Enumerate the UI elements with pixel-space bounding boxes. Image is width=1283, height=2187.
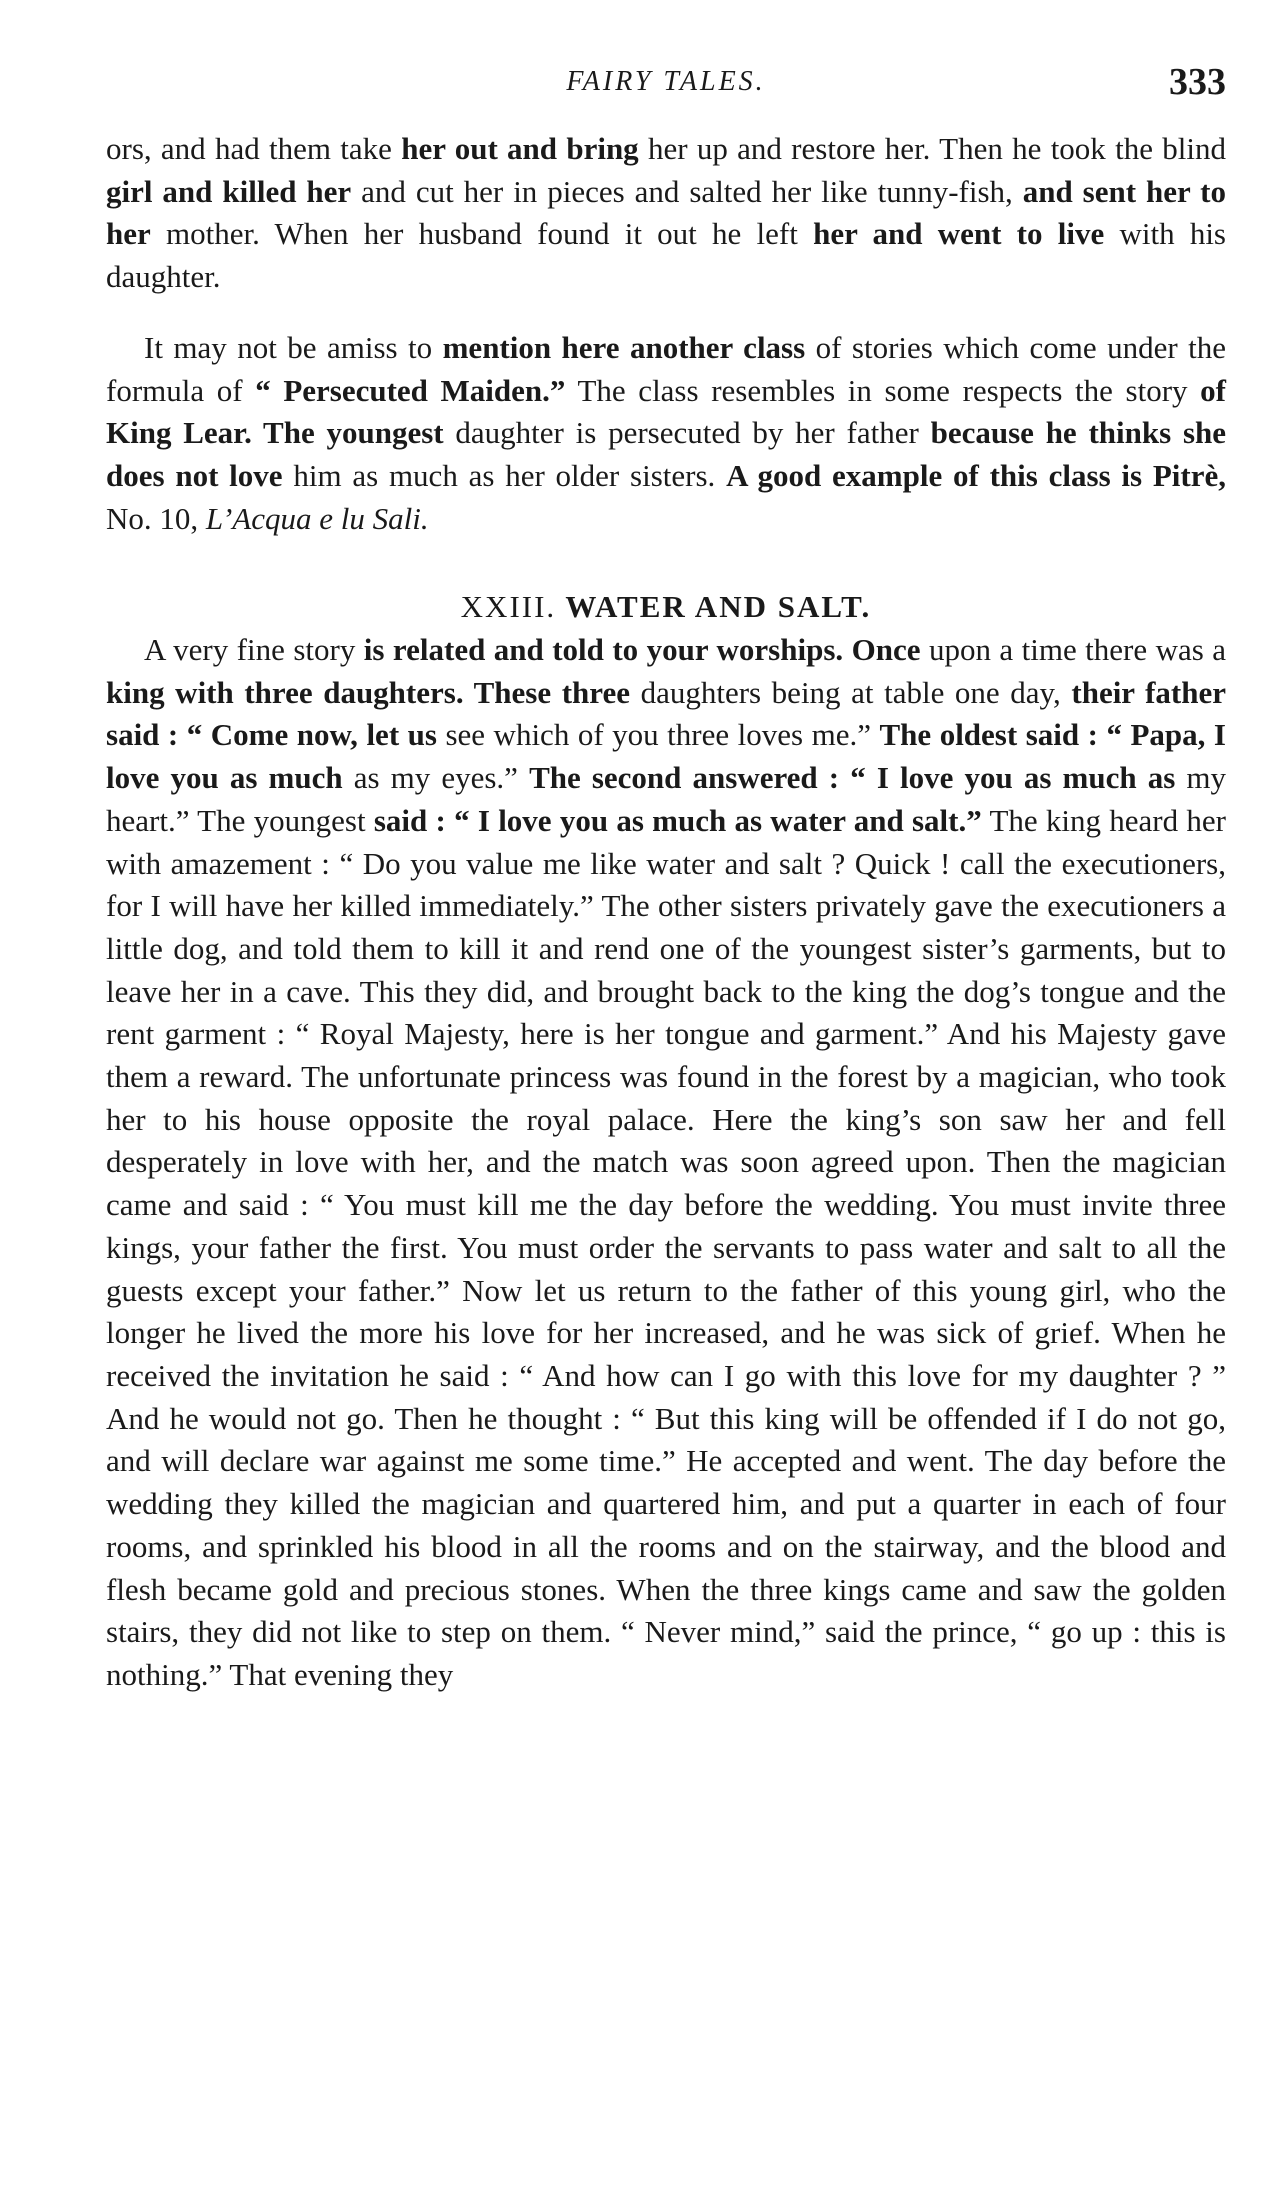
bold-run: because he thinks she does not love — [106, 415, 1227, 493]
text-run: The class resembles in some respects the story — [565, 372, 1201, 408]
text-run: upon a time there was a — [920, 632, 1227, 668]
text-run: my heart.” The youngest — [106, 760, 1226, 838]
page-number: 333 — [1169, 61, 1226, 103]
bold-run: girl and killed her — [106, 173, 352, 209]
bold-run: mention here another class — [442, 329, 806, 365]
text-run: A very fine story — [144, 632, 364, 668]
text-run: The king heard her with amazement : “ Do you value me like water and salt ? Quick ! call the executioners, for I will have her killed immediately.” The other sisters privately gave the executioners a little dog, and told them to kill it and rend one of the youngest sister’s garments, but to leave her in a cave. This they did, and brought back to the king the dog’s tongue and the rent garment : “ Royal Majesty, here is her tongue and garment.” And his Majesty gave them a reward. The unfortunate princess was found in the forest by a magician, who took her to his house opposite the royal palace. Here the king’s son saw her and fell desperately in love with her, and the match was soon agreed upon. Then the magician came and said : “ You must kill me the day before the wedding. You must invite three kings, your father the first. You must order the servants to pass water and salt to all the guests except your father.” Now let us return to the father of this young girl, who the longer he lived the more his love for her increased, and he was sick of grief. When he received the invitation he said : “ And how can I go with this love for my daughter ? ” And he would not go. Then he thought : “ But this king will be offended if I do not go, and will declare war against me some time.” He accepted and went. The day before the wedding they killed the magician and quartered him, and put a quarter in each of four rooms, and sprinkled his blood in all the rooms and on the stairway, and the blood and flesh became gold and precious stones. When the three kings came and saw the golden stairs, they did not like to step on them. “ Never mind,” said the prince, “ go up : this is nothing.” That evening they — [106, 802, 1226, 1692]
text-run: him as much as her older sisters. — [282, 457, 727, 493]
section-spacer — [106, 540, 1226, 586]
body-text — [106, 128, 1226, 1697]
text-run: as my eyes.” — [342, 760, 530, 796]
bold-run: their father said : “ Come now, let us — [106, 674, 1227, 753]
running-title: FAIRY TALES. — [566, 66, 766, 97]
chapter-number: XXIII. — [460, 589, 557, 625]
bold-run: and sent her to her — [106, 173, 1226, 252]
paragraph-continuation — [106, 128, 1226, 299]
text-run: mother. When her husband found it out he left — [150, 216, 814, 252]
italic-title: L’Acqua e lu Sali. — [205, 500, 429, 536]
chapter-heading — [106, 586, 1226, 629]
bold-run: A good example of this class is Pitrè, — [726, 457, 1226, 493]
text-run: ors, and had them take — [106, 131, 402, 166]
text-run: daughter is persecuted by her father — [443, 415, 931, 451]
bold-run: her out and bring — [401, 131, 639, 166]
bold-run: of King Lear. The youngest — [106, 372, 1226, 451]
bold-run: said : “ I love you as much as water and salt.” — [373, 802, 982, 838]
running-head — [106, 60, 1226, 110]
text-run: of stories which come under the formula of — [106, 329, 1226, 408]
text-run: and cut her in pieces and salted her like tunny-fish, — [351, 173, 1023, 209]
paragraph-story — [106, 629, 1226, 1697]
bold-run: “ Persecuted Maiden.” — [255, 372, 566, 408]
text-run: No. 10, — [106, 500, 206, 536]
paragraph-editorial-note — [106, 327, 1226, 541]
text-run: daughters being at table one day, — [629, 674, 1072, 710]
chapter-title: WATER AND SALT. — [565, 589, 872, 625]
bold-run: The second answered : “ I love you as much as — [529, 760, 1176, 796]
paragraph-spacer — [106, 299, 1226, 327]
bold-run: is related and told to your worships. Once — [363, 632, 921, 668]
bold-run: The oldest said : “ Papa, I love you as much — [106, 717, 1226, 796]
text-run: with his daughter. — [106, 216, 1226, 295]
text-run: her up and restore her. Then he took the blind — [638, 131, 1226, 166]
text-run: see which of you three loves me.” — [436, 717, 880, 753]
bold-run: her and went to live — [813, 216, 1105, 252]
text-run: It may not be amiss to — [144, 329, 443, 365]
bold-run: king with three daughters. These three — [106, 674, 630, 710]
